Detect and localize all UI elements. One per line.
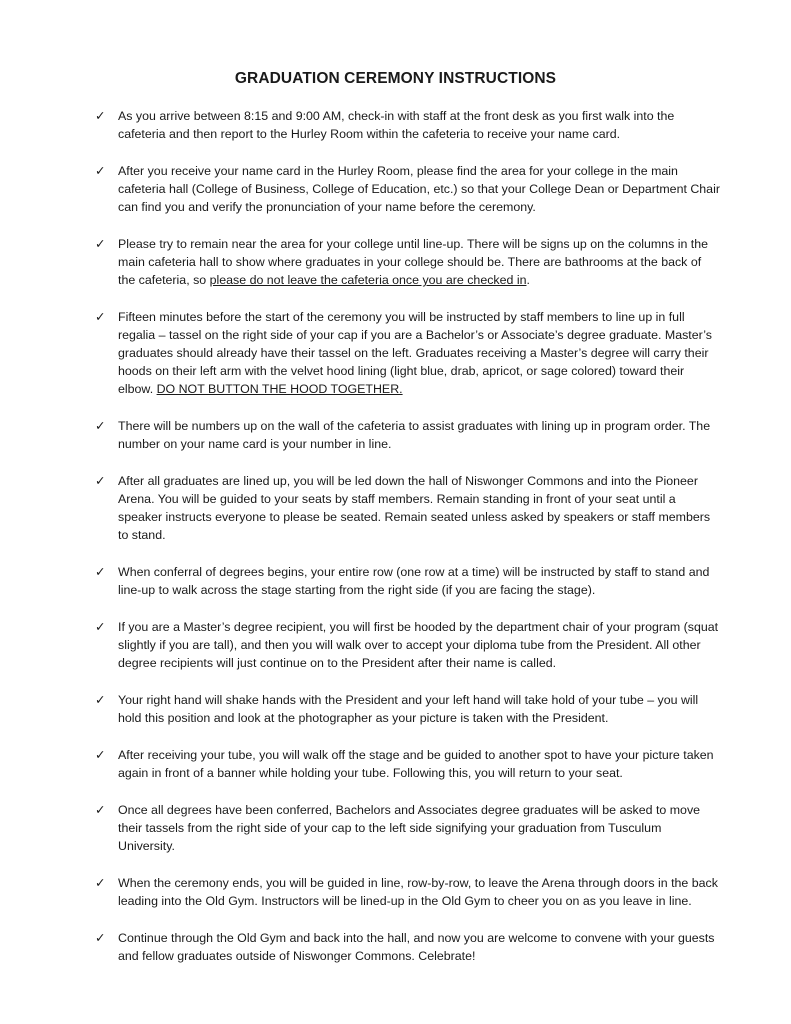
instruction-text-run: Please try to remain near the area for your college until line-up. There will be signs up on the columns in the main cafeteria hall to show where graduates in your college should be. There are bathrooms at the back of the cafeteria, so	[118, 237, 709, 287]
instruction-text-run: After you receive your name card in the Hurley Room, please find the area for your college in the main cafeteria hall (College of Business, College of Education, etc.) so that your College Dean or Department Chair can find you and verify the pronunciation of your name before the ceremony.	[118, 164, 720, 214]
instruction-item	[95, 417, 721, 453]
instruction-text	[118, 235, 721, 289]
checkmark-icon: ✓	[95, 803, 106, 817]
instruction-item	[95, 874, 721, 910]
checkmark-icon: ✓	[95, 474, 106, 488]
instruction-item	[95, 563, 721, 599]
instruction-text-run: Fifteen minutes before the start of the ceremony you will be instructed by staff members to line up in full regalia – tassel on the right side of your cap if you are a Bachelor’s or Associate’s degree graduate. Master’s graduates should already have their tassel on the left. Graduates receiving a Master’s degree will carry their hoods on their left arm with the velvet hood lining (light blue, drab, apricot, or sage colored) toward their elbow.	[118, 310, 712, 396]
checkmark-icon: ✓	[95, 419, 106, 433]
instruction-text-run: If you are a Master’s degree recipient, you will first be hooded by the department chair of your program (squat slightly if you are tall), and then you will walk over to accept your diploma tube from the President. All other degree recipients will just continue on to the President after their name is called.	[118, 620, 719, 670]
instruction-text	[118, 563, 721, 599]
instruction-text-run: After receiving your tube, you will walk off the stage and be guided to another spot to have your picture taken again in front of a banner while holding your tube. Following this, you will return to your seat.	[118, 748, 714, 780]
instruction-item	[95, 801, 721, 855]
checkmark-icon: ✓	[95, 931, 106, 945]
checkmark-icon: ✓	[95, 109, 106, 123]
instruction-item	[95, 691, 721, 727]
checkmark-icon: ✓	[95, 565, 106, 579]
instruction-item	[95, 308, 721, 398]
instruction-item	[95, 162, 721, 216]
instruction-item	[95, 929, 721, 965]
checkmark-icon: ✓	[95, 310, 106, 324]
instruction-text-run: DO NOT BUTTON THE HOOD TOGETHER.	[156, 382, 403, 396]
instruction-item	[95, 235, 721, 289]
instruction-text	[118, 801, 721, 855]
instruction-text	[118, 308, 721, 398]
instruction-text-run: Continue through the Old Gym and back into the hall, and now you are welcome to convene with your guests and fellow graduates outside of Niswonger Commons. Celebrate!	[118, 931, 715, 963]
instruction-item	[95, 472, 721, 544]
checkmark-icon: ✓	[95, 237, 106, 251]
instruction-text-run: please do not leave the cafeteria once you are checked in	[209, 273, 527, 287]
instruction-text	[118, 618, 721, 672]
instruction-item	[95, 107, 721, 143]
checkmark-icon: ✓	[95, 748, 106, 762]
instruction-text-run: There will be numbers up on the wall of the cafeteria to assist graduates with lining up in program order. The number on your name card is your number in line.	[118, 419, 711, 451]
instruction-text	[118, 107, 721, 143]
checkmark-icon: ✓	[95, 693, 106, 707]
instruction-text	[118, 874, 721, 910]
instruction-text	[118, 746, 721, 782]
instruction-list	[95, 107, 721, 965]
document-title: GRADUATION CEREMONY INSTRUCTIONS	[234, 70, 557, 87]
checkmark-icon: ✓	[95, 620, 106, 634]
instruction-text-run: Once all degrees have been conferred, Bachelors and Associates degree graduates will be asked to move their tassels from the right side of your cap to the left side signifying your graduation from Tusculum University.	[118, 803, 701, 853]
instruction-text	[118, 691, 721, 727]
instruction-text	[118, 929, 721, 965]
instruction-text-run: .	[526, 273, 530, 287]
instruction-text	[118, 417, 721, 453]
instruction-text	[118, 472, 721, 544]
instruction-text	[118, 162, 721, 216]
instruction-text-run: After all graduates are lined up, you will be led down the hall of Niswonger Commons and into the Pioneer Arena. You will be guided to your seats by staff members. Remain standing in front of your seat until a speaker instructs everyone to please be seated. Remain seated unless asked by speakers or staff members to stand.	[118, 474, 711, 542]
instruction-text-run: Your right hand will shake hands with the President and your left hand will take hold of your tube – you will hold this position and look at the photographer as your picture is taken with the President.	[118, 693, 699, 725]
checkmark-icon: ✓	[95, 164, 106, 178]
instruction-text-run: When conferral of degrees begins, your entire row (one row at a time) will be instructed by staff to stand and line-up to walk across the stage starting from the right side (if you are facing the stage).	[118, 565, 710, 597]
checkmark-icon: ✓	[95, 876, 106, 890]
instruction-text-run: When the ceremony ends, you will be guided in line, row-by-row, to leave the Arena through doors in the back leading into the Old Gym. Instructors will be lined-up in the Old Gym to cheer you on as you leave in line.	[118, 876, 718, 908]
instruction-item	[95, 618, 721, 672]
instruction-item	[95, 746, 721, 782]
instruction-text-run: As you arrive between 8:15 and 9:00 AM, check-in with staff at the front desk as you first walk into the cafeteria and then report to the Hurley Room within the cafeteria to receive your name card.	[118, 109, 675, 141]
